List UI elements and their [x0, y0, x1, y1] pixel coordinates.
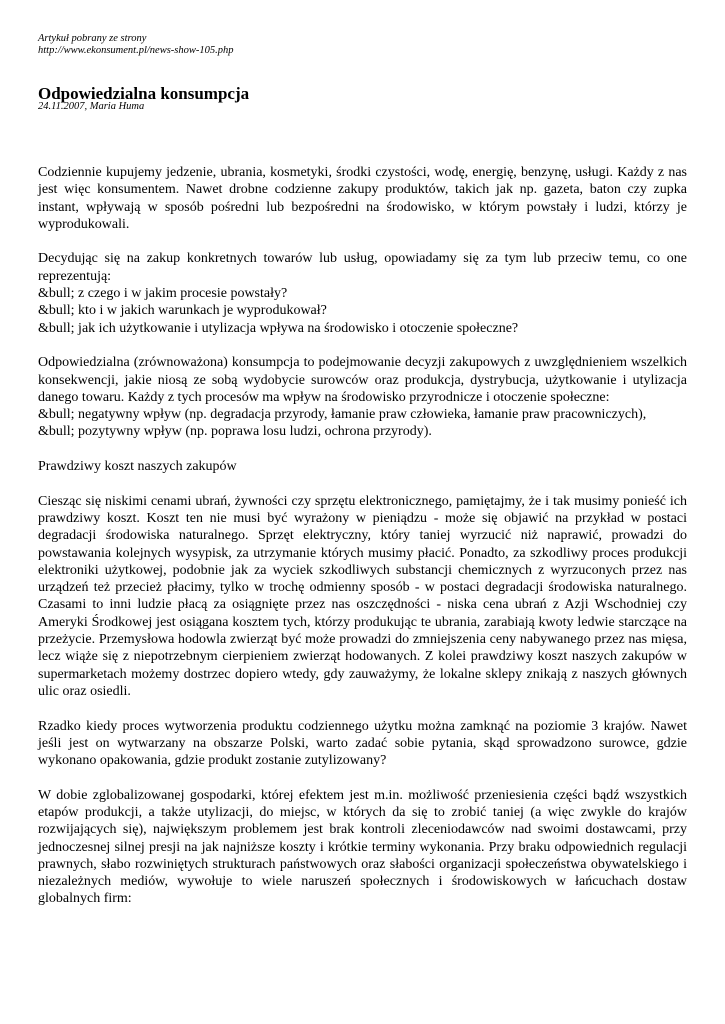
paragraph-decisions: Decydując się na zakup konkretnych towarów lub usług, opowiadamy się za tym lub przeciw temu, co one reprezentują: — [38, 251, 687, 284]
paragraph-intro: Codziennie kupujemy jedzenie, ubrania, kosmetyki, środki czystości, wodę, energię, benzynę, usługi. Każdy z nas jest więc konsumentem. Nawet drobne codzienne zakupy produktów, takich jak np. gazeta, baton czy zupka instant, wpływają w sposób pośredni lub bezpośredni na środowisko, w którym powstały i ludzi, którzy je wyprodukowali. — [38, 165, 687, 232]
source-url: http://www.ekonsument.pl/news-show-105.php — [38, 45, 234, 56]
bullet-list-questions — [38, 285, 687, 337]
list-item: &bull; jak ich użytkowanie i utylizacja wpływa na środowisko i otoczenie społeczne? — [38, 320, 519, 336]
section-heading: Prawdziwy koszt naszych zakupów — [38, 459, 237, 475]
article-byline: 24.11.2007, Maria Huma — [38, 101, 145, 112]
list-item: &bull; z czego i w jakim procesie powstały? — [38, 286, 288, 302]
list-item: &bull; pozytywny wpływ (np. poprawa losu ludzi, ochrona przyrody). — [38, 424, 432, 440]
paragraph-true-cost: Ciesząc się niskimi cenami ubrań, żywności czy sprzętu elektronicznego, pamiętajmy, że i tak musimy ponieść ich prawdziwy koszt. Koszt ten nie musi być wyrażony w pieniądzu - może się objawić na przykład w postaci degradacji środowiska naturalnego. Sprzęt elektryczny, który taniej wyrzucić niż naprawić, prowadzi do powstawania kolejnych wysypisk, za utrzymanie których musimy płacić. Ponadto, za szkodliwy proces produkcji elektroniki użytkowej, podobnie jak za wyciek szkodliwych substancji chemicznych z wyrzuconych przez nas urządzeń też przecież płacimy, tylko w trochę odmienny sposób - w postaci degradacji środowiska naturalnego. Czasami to inni ludzie płacą za osiągnięte przez nas oszczędności - niska cena ubrań z Azji Wschodniej czy Ameryki Środkowej jest osiągana kosztem tych, którzy produkując te ubrania, zarabiają kwoty ledwie starczące na przeżycie. Przemysłowa hodowla zwierząt być może prowadzi do zmniejszenia ceny nabywanego przez nas mięsa, lecz wiąże się z niepotrzebnym cierpieniem zwierząt hodowanych. Z kolei prawdziwy koszt naszych zakupów w supermarketach możemy dostrzec dopiero wtedy, gdy zauważymy, że lokalne sklepy znikają z naszych głównych ulic oraz osiedli. — [38, 493, 687, 699]
list-item: &bull; negatywny wpływ (np. degradacja przyrody, łamanie praw człowieka, łamanie praw pracowniczych), — [38, 407, 647, 423]
paragraph-definition: Odpowiedzialna (zrównoważona) konsumpcja to podejmowanie decyzji zakupowych z uwzględnieniem wszelkich konsekwencji, jakie niosą ze sobą wydobycie surowców oraz produkcja, dystrybucja, użytkowanie i utylizacja danego towaru. Każdy z tych procesów ma wpływ na środowisko przyrodnicze i otoczenie społeczne: — [38, 355, 687, 405]
list-item: &bull; kto i w jakich warunkach je wyprodukował? — [38, 303, 327, 319]
paragraph-globalization: W dobie zglobalizowanej gospodarki, której efektem jest m.in. możliwość przeniesienia części bądź wszystkich etapów produkcji, a także utylizacji, do miejsc, w których da się to zrobić taniej (a więc zwykle do krajów rozwijających się), największym problemem jest brak kontroli zleceniodawców nad swoimi dostawcami, przy jednoczesnej silnej presji na jak najniższe koszty i krótkie terminy wykonania. Przy braku odpowiednich regulacji prawnych, słabo rozwiniętych strukturach państwowych oraz słabości organizacji społeczeństwa obywatelskiego i niezależnych mediów, wywołuje to wiele naruszeń społecznych i środowiskowych w łańcuchach dostaw globalnych firm: — [38, 787, 687, 907]
source-note — [38, 33, 234, 57]
article-title: Odpowiedzialna konsumpcja — [38, 84, 250, 103]
article-body — [38, 164, 687, 925]
paragraph-countries: Rzadko kiedy proces wytworzenia produktu codziennego użytku można zamknąć na poziomie 3 krajów. Nawet jeśli jest on wytwarzany na obszarze Polski, warto zadać sobie pytania, skąd sprowadzono surowce, gdzie wykonano opakowania, gdzie produkt zostanie zutylizowany? — [38, 718, 687, 769]
bullet-list-impact — [38, 406, 687, 441]
source-label: Artykuł pobrany ze strony — [38, 33, 147, 44]
